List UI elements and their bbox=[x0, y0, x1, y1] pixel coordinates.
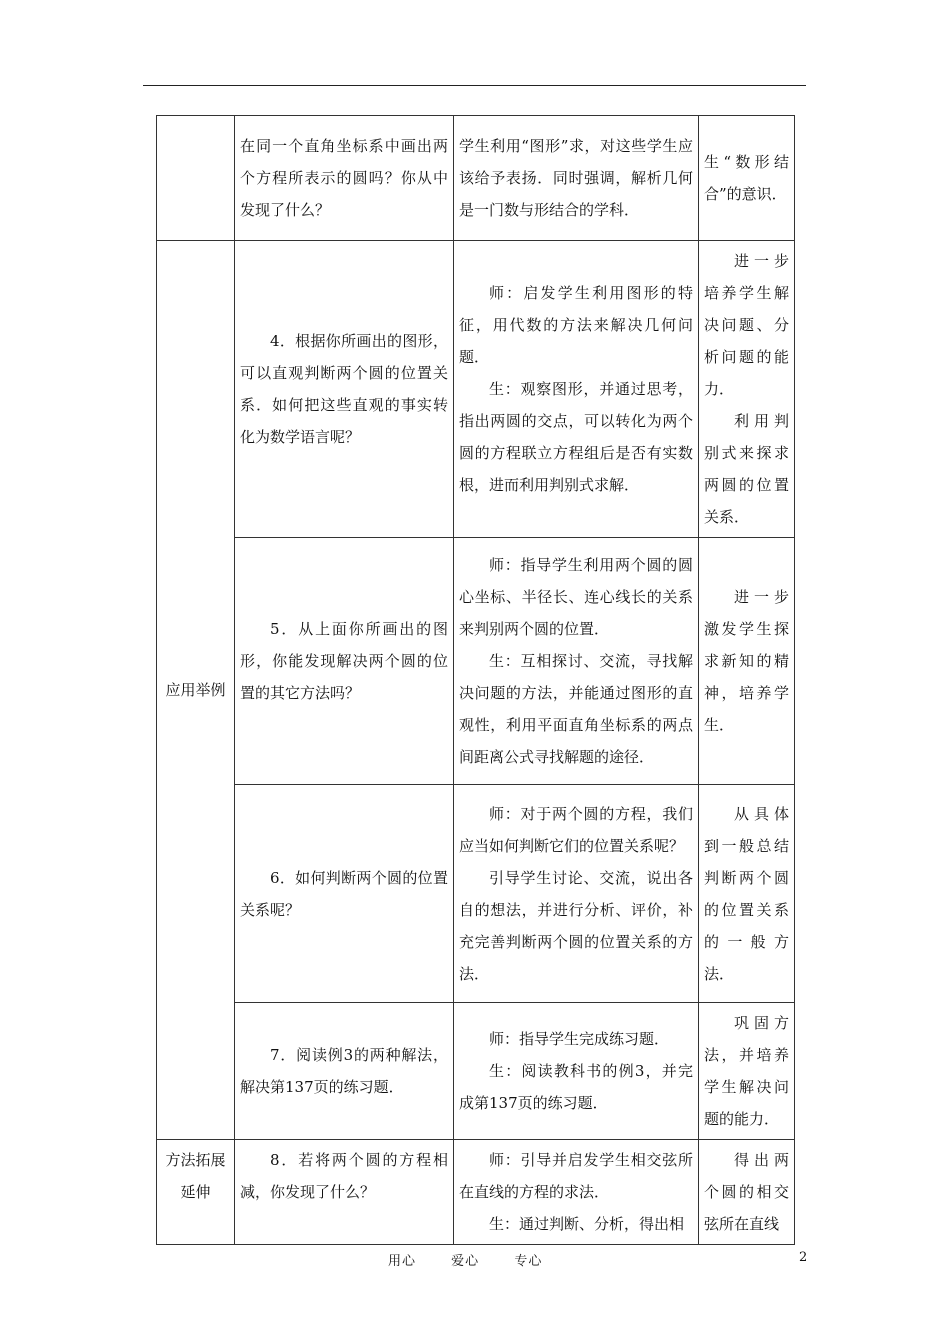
activity-text: 师：对于两个圆的方程，我们应当如何判断它们的位置关系呢？ bbox=[459, 804, 693, 855]
activity-text: 生：阅读教科书的例3，并完成第137页的练习题． bbox=[459, 1062, 693, 1112]
intent-cell bbox=[699, 241, 795, 538]
intent-text: 进一步激发学生探求新知的精神，培养学生． bbox=[704, 588, 789, 734]
activity-cell bbox=[454, 116, 699, 241]
intent-text: 利用判别式来探求两圆的位置关系． bbox=[704, 412, 789, 526]
stage-cell-application: 应用举例 bbox=[157, 241, 235, 1140]
activity-cell bbox=[454, 538, 699, 785]
header-rule bbox=[143, 85, 806, 86]
activity-text: 生：互相探讨、交流，寻找解决问题的方法，并能通过图形的直观性，利用平面直角坐标系的两点间距离公式寻找解题的途径． bbox=[459, 652, 693, 766]
question-text: 6．如何判断两个圆的位置关系呢？ bbox=[240, 868, 448, 919]
activity-text: 师：指导学生利用两个圆的圆心坐标、半径长、连心线长的关系来判别两个圆的位置． bbox=[459, 556, 693, 638]
question-text: 8．若将两个圆的方程相减，你发现了什么？ bbox=[240, 1151, 448, 1201]
table-row bbox=[157, 538, 795, 785]
table-row bbox=[157, 785, 795, 1003]
question-text: 4．根据你所画出的图形，可以直观判断两个圆的位置关系．如何把这些直观的事实转化为数学语言呢？ bbox=[240, 332, 448, 446]
intent-cell bbox=[699, 116, 795, 241]
question-cell bbox=[235, 1140, 454, 1245]
activity-text: 师：启发学生利用图形的特征，用代数的方法来解决几何问题． bbox=[459, 284, 693, 366]
activity-cell bbox=[454, 1003, 699, 1140]
intent-cell bbox=[699, 538, 795, 785]
question-cell bbox=[235, 241, 454, 538]
activity-cell bbox=[454, 1140, 699, 1245]
motto-word: 爱心 bbox=[451, 1254, 480, 1269]
question-cell bbox=[235, 538, 454, 785]
table-row bbox=[157, 1140, 795, 1245]
table-row bbox=[157, 241, 795, 538]
intent-text: 巩固方法，并培养学生解决问题的能力． bbox=[704, 1014, 789, 1128]
footer-motto bbox=[388, 1250, 572, 1269]
activity-text: 引导学生讨论、交流，说出各自的想法，并进行分析、评价，补充完善判断两个圆的位置关系的方法． bbox=[459, 868, 693, 983]
question-cell bbox=[235, 785, 454, 1003]
activity-text: 师：指导学生完成练习题． bbox=[489, 1030, 670, 1048]
intent-text: 进一步培养学生解决问题、分析问题的能力． bbox=[704, 252, 789, 398]
intent-text: 生“数形结合”的意识． bbox=[704, 153, 789, 203]
stage-cell-extension: 方法拓展延伸 bbox=[157, 1140, 235, 1245]
activity-text: 生：通过判断、分析，得出相 bbox=[489, 1215, 685, 1233]
motto-word: 专心 bbox=[514, 1254, 543, 1269]
activity-text: 学生利用“图形”求，对这些学生应该给予表扬．同时强调，解析几何是一门数与形结合的学科． bbox=[459, 137, 693, 219]
intent-cell bbox=[699, 785, 795, 1003]
question-text: 7．阅读例3的两种解法，解决第137页的练习题． bbox=[240, 1046, 448, 1096]
question-text: 5．从上面你所画出的图形，你能发现解决两个圆的位置的其它方法吗？ bbox=[240, 620, 448, 702]
question-cell bbox=[235, 1003, 454, 1140]
page-number: 2 bbox=[799, 1250, 808, 1265]
intent-cell bbox=[699, 1140, 795, 1245]
intent-text: 得出两个圆的相交弦所在直线 bbox=[704, 1151, 789, 1233]
stage-cell bbox=[157, 116, 235, 241]
question-cell bbox=[235, 116, 454, 241]
table-row bbox=[157, 1003, 795, 1140]
intent-text: 从具体到一般总结判断两个圆的位置关系的一般方法． bbox=[704, 804, 789, 983]
table-row bbox=[157, 116, 795, 241]
activity-cell bbox=[454, 241, 699, 538]
motto-word: 用心 bbox=[388, 1254, 417, 1269]
lesson-plan-table bbox=[156, 115, 795, 1245]
activity-text: 师：引导并启发学生相交弦所在直线的方程的求法． bbox=[459, 1151, 693, 1201]
question-text: 在同一个直角坐标系中画出两个方程所表示的圆吗？你从中发现了什么？ bbox=[240, 137, 448, 219]
intent-cell bbox=[699, 1003, 795, 1140]
activity-text: 生：观察图形，并通过思考，指出两圆的交点，可以转化为两个圆的方程联立方程组后是否有实数根，进而利用判别式求解． bbox=[459, 380, 693, 494]
activity-cell bbox=[454, 785, 699, 1003]
